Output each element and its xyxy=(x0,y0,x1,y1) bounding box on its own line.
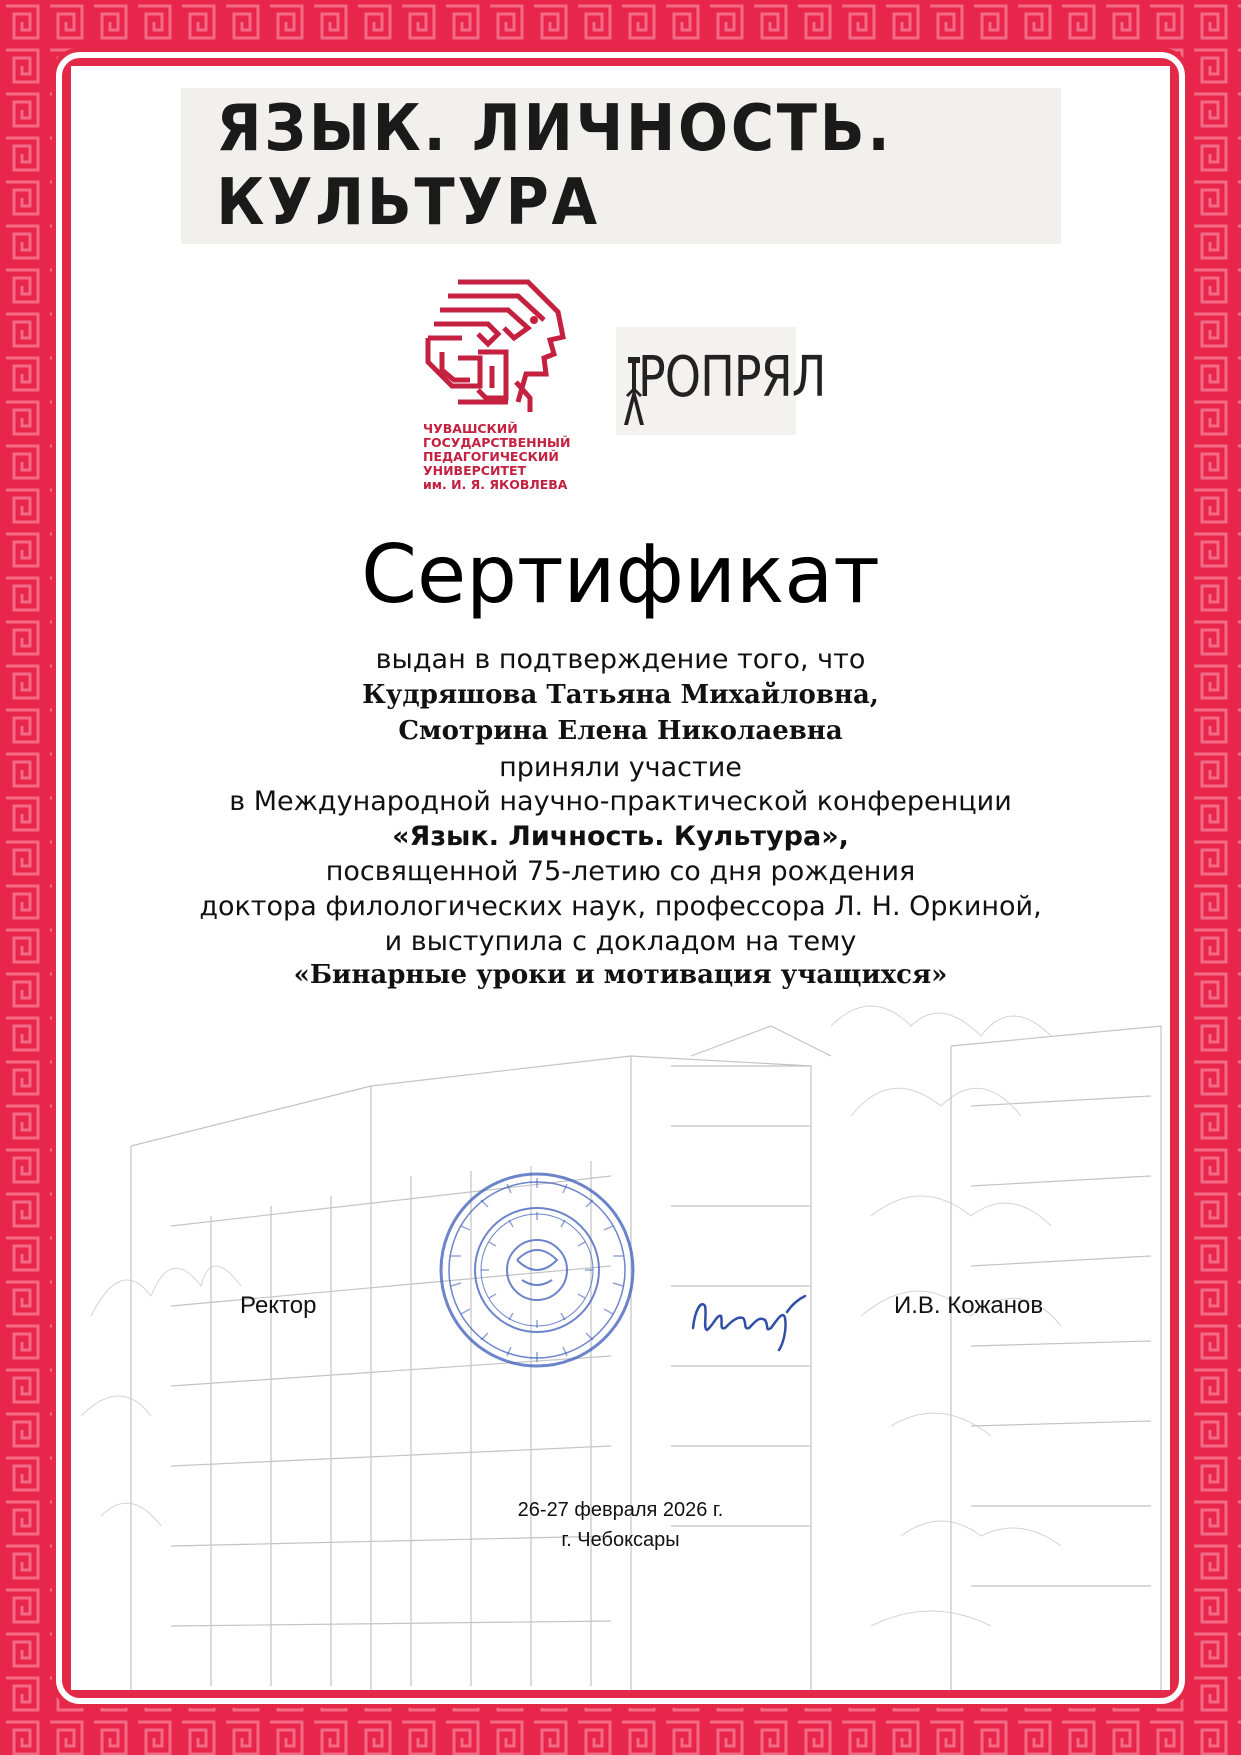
conference-banner xyxy=(181,88,1061,244)
certificate-page xyxy=(71,66,1170,1690)
banner-title: ЯЗЫК. ЛИЧНОСТЬ. КУЛЬТУРА xyxy=(216,92,893,240)
cspu-caption-line: ПЕДАГОГИЧЕСКИЙ xyxy=(423,449,559,464)
cspu-caption-line: им. И. Я. ЯКОВЛЕВА xyxy=(423,477,568,492)
intro-text: выдан в подтверждение того, что xyxy=(375,644,866,675)
participation-text: приняли участие xyxy=(499,752,742,783)
talk-title: «Бинарные уроки и мотивация учащихся» xyxy=(293,960,948,990)
event-date: 26-27 февраля 2026 г. xyxy=(517,1499,724,1521)
cspu-caption-line: ГОСУДАРСТВЕННЫЙ xyxy=(423,435,571,450)
event-line: в Международной научно-практической конференции xyxy=(229,786,1012,817)
signer-name: И.В. Кожанов xyxy=(894,1292,1044,1319)
signer-role: Ректор xyxy=(240,1292,317,1319)
talk-intro: и выступила с докладом на тему xyxy=(384,926,857,957)
participant-name: Смотрина Елена Николаевна xyxy=(398,716,843,746)
ropryal-logo xyxy=(616,327,826,435)
event-city: г. Чебоксары xyxy=(561,1529,680,1551)
certificate-title: Сертификат xyxy=(361,528,880,621)
handwritten-signature xyxy=(687,1270,817,1360)
cspu-caption-line: УНИВЕРСИТЕТ xyxy=(423,463,527,478)
event-name: «Язык. Личность. Культура», xyxy=(392,821,849,852)
dedication-line: посвященной 75-летию со дня рождения xyxy=(325,856,916,887)
ropryal-logo-text: РОПРЯЛ xyxy=(638,345,826,410)
cspu-caption xyxy=(423,422,603,492)
cspu-caption-line: ЧУВАШСКИЙ xyxy=(423,421,518,436)
official-stamp-icon xyxy=(437,1170,637,1370)
dedication-line: доктора филологических наук, профессора Л. Н. Оркиной, xyxy=(199,891,1042,922)
participant-name: Кудряшова Татьяна Михайловна, xyxy=(362,680,879,710)
